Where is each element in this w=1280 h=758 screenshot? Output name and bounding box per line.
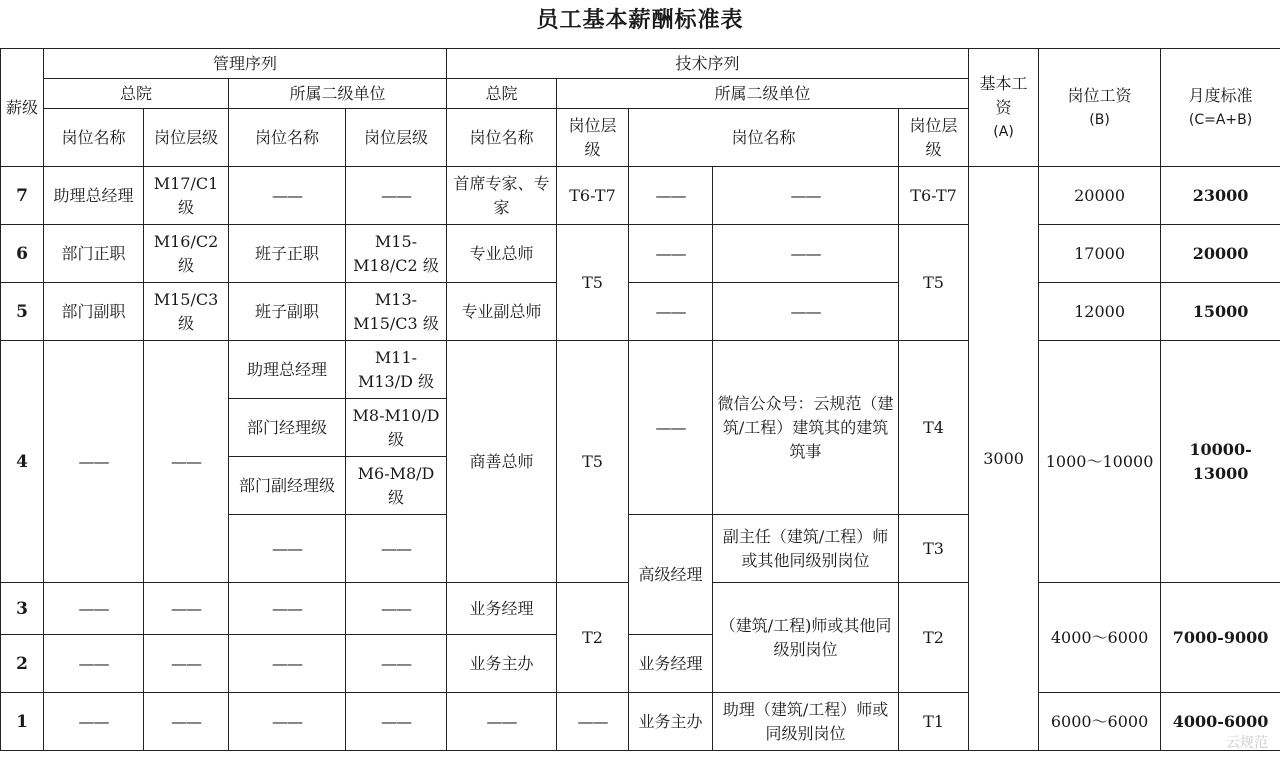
monthly-standard-header: 月度标准 (C=A+B) bbox=[1161, 49, 1280, 167]
empty-cell: —— bbox=[346, 583, 447, 635]
position-salary-cell: 12000 bbox=[1039, 283, 1161, 341]
tech-su-name: 业务经理 bbox=[629, 635, 713, 693]
empty-cell: —— bbox=[144, 635, 229, 693]
empty-cell: —— bbox=[629, 341, 713, 515]
mgmt-su-name: 部门副经理级 bbox=[229, 457, 346, 515]
mgmt-head-office-header: 总院 bbox=[44, 79, 229, 109]
empty-cell: —— bbox=[44, 693, 144, 751]
tech-ho-position-name-header: 岗位名称 bbox=[447, 109, 557, 167]
mgmt-ho-level: M16/C2 级 bbox=[144, 225, 229, 283]
empty-cell: —— bbox=[346, 635, 447, 693]
tech-su-desc: （建筑/工程)师或其他同级别岗位 bbox=[713, 583, 899, 693]
mgmt-su-level: M6-M8/D 级 bbox=[346, 457, 447, 515]
salary-table bbox=[0, 48, 1280, 751]
monthly-standard-cell: 10000-13000 bbox=[1161, 341, 1280, 583]
mgmt-su-level: M8-M10/D 级 bbox=[346, 399, 447, 457]
mgmt-su-name: 班子副职 bbox=[229, 283, 346, 341]
tech-ho-name: 业务主办 bbox=[447, 635, 557, 693]
tech-su-desc: 助理（建筑/工程）师或同级别岗位 bbox=[713, 693, 899, 751]
tech-series-header: 技术序列 bbox=[447, 49, 969, 79]
monthly-standard-cell: 23000 bbox=[1161, 167, 1280, 225]
mgmt-su-position-level-header: 岗位层级 bbox=[346, 109, 447, 167]
mgmt-ho-name: 助理总经理 bbox=[44, 167, 144, 225]
monthly-standard-cell: 15000 bbox=[1161, 283, 1280, 341]
empty-cell: —— bbox=[44, 583, 144, 635]
grade-cell: 3 bbox=[1, 583, 44, 635]
position-salary-header: 岗位工资 (B) bbox=[1039, 49, 1161, 167]
empty-cell: —— bbox=[346, 167, 447, 225]
grade-cell: 4 bbox=[1, 341, 44, 583]
tech-su-level: T5 bbox=[899, 225, 969, 341]
tech-su-level: T6-T7 bbox=[899, 167, 969, 225]
monthly-standard-cell: 7000-9000 bbox=[1161, 583, 1280, 693]
empty-cell: —— bbox=[144, 583, 229, 635]
empty-cell: —— bbox=[557, 693, 629, 751]
tech-su-sub-name: 高级经理 bbox=[629, 515, 713, 635]
empty-cell: —— bbox=[229, 693, 346, 751]
position-salary-cell: 17000 bbox=[1039, 225, 1161, 283]
mgmt-ho-name: 部门副职 bbox=[44, 283, 144, 341]
empty-cell: —— bbox=[629, 167, 713, 225]
tech-su-sub-level: T3 bbox=[899, 515, 969, 583]
tech-su-sub-desc: 副主任（建筑/工程）师或其他同级别岗位 bbox=[713, 515, 899, 583]
tech-su-level: T2 bbox=[899, 583, 969, 693]
empty-cell: —— bbox=[713, 167, 899, 225]
mgmt-ho-position-name-header: 岗位名称 bbox=[44, 109, 144, 167]
tech-ho-level: T5 bbox=[557, 225, 629, 341]
position-salary-cell: 6000～6000 bbox=[1039, 693, 1161, 751]
tech-su-level: T1 bbox=[899, 693, 969, 751]
tech-ho-level: T2 bbox=[557, 583, 629, 693]
empty-cell: —— bbox=[346, 515, 447, 583]
base-salary-value: 3000 bbox=[969, 167, 1039, 751]
mgmt-ho-level: M17/C1 级 bbox=[144, 167, 229, 225]
position-salary-cell: 4000～6000 bbox=[1039, 583, 1161, 693]
mgmt-ho-level: M15/C3 级 bbox=[144, 283, 229, 341]
tech-su-desc: 微信公众号：云规范（建筑/工程）建筑其的建筑筑事 bbox=[713, 341, 899, 515]
tech-ho-name: 专业副总师 bbox=[447, 283, 557, 341]
grade-cell: 6 bbox=[1, 225, 44, 283]
empty-cell: —— bbox=[229, 635, 346, 693]
mgmt-series-header: 管理序列 bbox=[44, 49, 447, 79]
mgmt-su-level: M11-M13/D 级 bbox=[346, 341, 447, 399]
watermark: 云规范 bbox=[1226, 735, 1268, 751]
grade-cell: 2 bbox=[1, 635, 44, 693]
grade-cell: 7 bbox=[1, 167, 44, 225]
empty-cell: —— bbox=[447, 693, 557, 751]
mgmt-su-level: M15-M18/C2 级 bbox=[346, 225, 447, 283]
tech-su-level: T4 bbox=[899, 341, 969, 515]
tech-ho-level: T6-T7 bbox=[557, 167, 629, 225]
empty-cell: —— bbox=[346, 693, 447, 751]
tech-su-name: 业务主办 bbox=[629, 693, 713, 751]
monthly-standard-cell: 20000 bbox=[1161, 225, 1280, 283]
tech-su-position-level-header: 岗位层级 bbox=[899, 109, 969, 167]
mgmt-su-name: 部门经理级 bbox=[229, 399, 346, 457]
empty-cell: —— bbox=[229, 515, 346, 583]
empty-cell: —— bbox=[713, 283, 899, 341]
tech-ho-name: 首席专家、专家 bbox=[447, 167, 557, 225]
empty-cell: —— bbox=[144, 693, 229, 751]
mgmt-sub-unit-header: 所属二级单位 bbox=[229, 79, 447, 109]
tech-ho-position-level-header-2: 岗位层级 bbox=[557, 109, 629, 167]
position-salary-cell: 20000 bbox=[1039, 167, 1161, 225]
mgmt-ho-name: 部门正职 bbox=[44, 225, 144, 283]
empty-cell: —— bbox=[629, 283, 713, 341]
tech-ho-name: 商善总师 bbox=[447, 341, 557, 583]
tech-ho-name: 业务经理 bbox=[447, 583, 557, 635]
tech-sub-unit-header: 所属二级单位 bbox=[557, 79, 969, 109]
tech-head-office-header: 总院 bbox=[447, 79, 557, 109]
grade-cell: 5 bbox=[1, 283, 44, 341]
mgmt-ho-position-level-header: 岗位层级 bbox=[144, 109, 229, 167]
tech-ho-level: T5 bbox=[557, 341, 629, 583]
empty-cell: —— bbox=[713, 225, 899, 283]
monthly-standard-cell: 4000-6000 bbox=[1161, 693, 1280, 751]
base-salary-header: 基本工资 (A) bbox=[969, 49, 1039, 167]
empty-cell: —— bbox=[44, 341, 144, 583]
grade-cell: 1 bbox=[1, 693, 44, 751]
position-salary-cell: 1000～10000 bbox=[1039, 341, 1161, 583]
empty-cell: —— bbox=[44, 635, 144, 693]
empty-cell: —— bbox=[229, 583, 346, 635]
tech-su-position-name-header: 岗位名称 bbox=[629, 109, 899, 167]
mgmt-su-name: 班子正职 bbox=[229, 225, 346, 283]
empty-cell: —— bbox=[229, 167, 346, 225]
grade-header: 薪级 bbox=[1, 49, 44, 167]
empty-cell: —— bbox=[144, 341, 229, 583]
empty-cell: —— bbox=[629, 225, 713, 283]
mgmt-su-level: M13-M15/C3 级 bbox=[346, 283, 447, 341]
page-title: 员工基本薪酬标准表 bbox=[536, 8, 744, 33]
mgmt-su-name: 助理总经理 bbox=[229, 341, 346, 399]
tech-ho-name: 专业总师 bbox=[447, 225, 557, 283]
mgmt-su-position-name-header: 岗位名称 bbox=[229, 109, 346, 167]
